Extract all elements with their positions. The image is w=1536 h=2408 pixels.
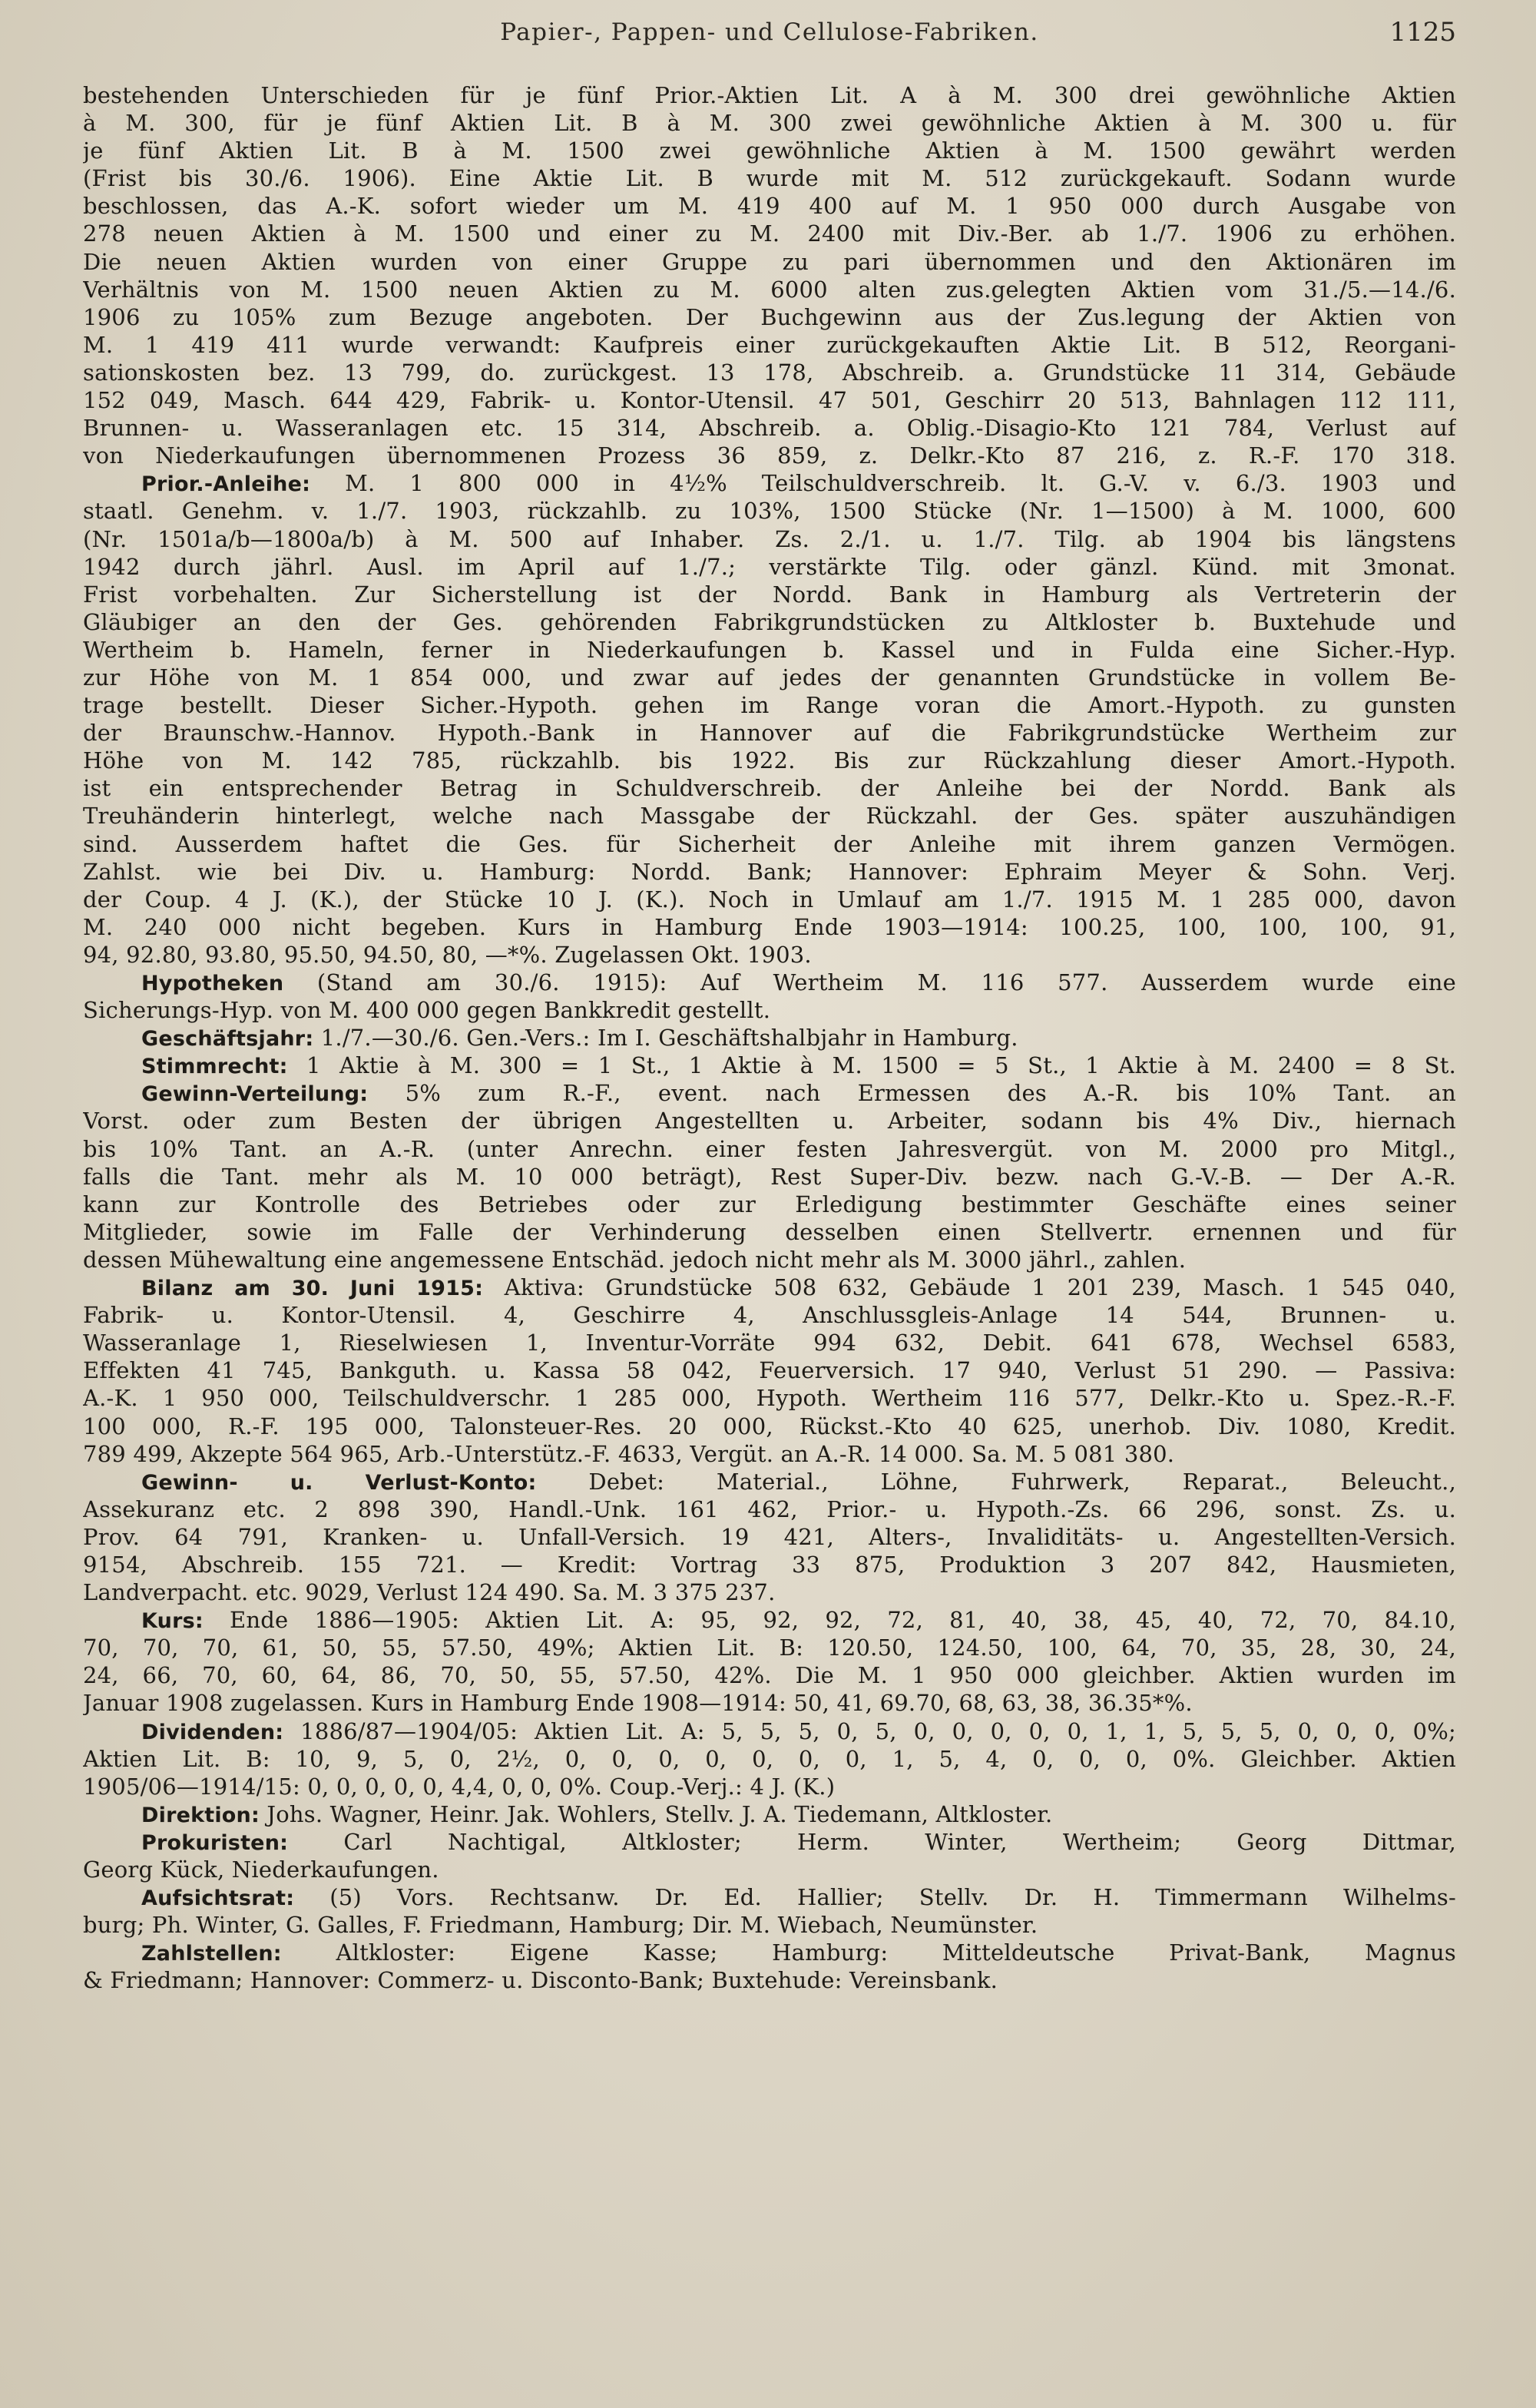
text-line — [83, 1468, 1456, 1495]
section-lead: Zahlstellen: — [141, 1942, 282, 1966]
line-text: je fünf Aktien Lit. B à M. 1500 zwei gewöhnliche Aktien à M. 1500 gewährt werden — [83, 137, 1456, 164]
line-text: 1905/06—1914/15: 0, 0, 0, 0, 0, 4,4, 0, 0, 0%. Coup.-Verj.: 4 J. (K.) — [83, 1773, 836, 1800]
text-line — [83, 414, 1456, 442]
text-line — [83, 109, 1456, 137]
section-lead: Gewinn- u. Verlust-Konto: — [141, 1470, 537, 1495]
line-text: bis 10% Tant. an A.-R. (unter Anrechn. einer festen Jahresvergüt. von M. 2000 pro Mitgl., — [83, 1135, 1456, 1162]
text-line — [83, 1135, 1456, 1163]
line-text: Die neuen Aktien wurden von einer Gruppe zu pari übernommen und den Aktionären im — [83, 248, 1456, 275]
text-line — [83, 276, 1456, 303]
line-text: 9154, Abschreib. 155 721. — Kredit: Vortrag 33 875, Produktion 3 207 842, Hausmieten, — [83, 1551, 1456, 1578]
text-line — [83, 497, 1456, 525]
line-text: staatl. Genehm. v. 1./7. 1903, rückzahlb. zu 103%, 1500 Stücke (Nr. 1—1500) à M. 1000, 600 — [83, 498, 1456, 525]
text-line — [83, 664, 1456, 691]
text-line — [83, 581, 1456, 608]
line-text: Zahlst. wie bei Div. u. Hamburg: Nordd. Bank; Hannover: Ephraim Meyer & Sohn. Verj. — [83, 858, 1456, 885]
text-line — [83, 1606, 1456, 1634]
line-text: (Nr. 1501a/b—1800a/b) à M. 500 auf Inhaber. Zs. 2./1. u. 1./7. Tilg. ab 1904 bis längstens — [83, 525, 1456, 552]
page-number: 1125 — [1389, 17, 1456, 48]
line-text: 1./7.—30./6. Gen.-Vers.: Im I. Geschäftshalbjahr in Hamburg. — [313, 1025, 1018, 1052]
text-line — [83, 1079, 1456, 1107]
line-text: ist ein entsprechender Betrag in Schuldverschreib. der Anleihe bei der Nordd. Bank als — [83, 775, 1456, 802]
line-text: & Friedmann; Hannover: Commerz- u. Disconto-Bank; Buxtehude: Vereinsbank. — [83, 1967, 998, 1994]
text-line — [83, 525, 1456, 553]
text-line — [83, 691, 1456, 719]
text-line — [83, 1773, 1456, 1800]
line-text: von Niederkaufungen übernommenen Prozess 36 859, z. Delkr.-Kto 87 216, z. R.-F. 170 318. — [83, 442, 1456, 469]
line-text: 1942 durch jährl. Ausl. im April auf 1./7.; verstärkte Tilg. oder gänzl. Künd. mit 3monat. — [83, 553, 1456, 580]
text-line — [83, 1800, 1456, 1828]
text-line — [83, 164, 1456, 192]
text-line — [83, 1191, 1456, 1218]
line-text: Georg Kück, Niederkaufungen. — [83, 1857, 439, 1883]
line-text: bestehenden Unterschieden für je fünf Prior.-Aktien Lit. A à M. 300 drei gewöhnliche Aktien — [83, 82, 1456, 108]
line-text: Assekuranz etc. 2 898 390, Handl.-Unk. 161 462, Prior.- u. Hypoth.-Zs. 66 296, sonst. Zs. u. — [83, 1495, 1456, 1522]
line-text: Aktien Lit. B: 10, 9, 5, 0, 2½, 0, 0, 0, 0, 0, 0, 0, 1, 5, 4, 0, 0, 0, 0%. Gleichber. Aktien — [83, 1745, 1456, 1772]
text-line — [83, 1246, 1456, 1274]
text-line — [83, 303, 1456, 331]
section-lead: Stimmrecht: — [141, 1055, 288, 1079]
text-line — [83, 1052, 1456, 1079]
line-text: Aktiva: Grundstücke 508 632, Gebäude 1 201 239, Masch. 1 545 040, — [483, 1274, 1456, 1301]
page-header — [83, 11, 1456, 65]
line-text: Verhältnis von M. 1500 neuen Aktien zu M. 6000 alten zus.gelegten Aktien vom 31./5.—14./6. — [83, 276, 1456, 303]
line-text: (Frist bis 30./6. 1906). Eine Aktie Lit. B wurde mit M. 512 zurückgekauft. Sodann wurde — [83, 165, 1456, 192]
text-line — [83, 386, 1456, 414]
line-text: 94, 92.80, 93.80, 95.50, 94.50, 80, —*%. Zugelassen Okt. 1903. — [83, 941, 812, 968]
line-text: Effekten 41 745, Bankguth. u. Kassa 58 042, Feuerversich. 17 940, Verlust 51 290. — Passiva: — [83, 1357, 1456, 1384]
section-lead: Prokuristen: — [141, 1830, 289, 1855]
section-lead: Direktion: — [141, 1803, 260, 1827]
text-line — [83, 1911, 1456, 1939]
text-line — [83, 1856, 1456, 1883]
text-line — [83, 941, 1456, 969]
line-text: burg; Ph. Winter, G. Galles, F. Friedmann, Hamburg; Dir. M. Wiebach, Neumünster. — [83, 1912, 1038, 1939]
text-line — [83, 1883, 1456, 1911]
line-text: Januar 1908 zugelassen. Kurs in Hamburg Ende 1908—1914: 50, 41, 69.70, 68, 63, 38, 36.35*%. — [83, 1690, 1193, 1717]
line-text: 1 Aktie à M. 300 = 1 St., 1 Aktie à M. 1500 = 5 St., 1 Aktie à M. 2400 = 8 St. — [287, 1052, 1456, 1079]
line-text: Vorst. oder zum Besten der übrigen Angestellten u. Arbeiter, sodann bis 4% Div., hiernach — [83, 1108, 1456, 1134]
text-line — [83, 1745, 1456, 1773]
text-line — [83, 1384, 1456, 1412]
text-line — [83, 331, 1456, 359]
text-line — [83, 1163, 1456, 1191]
document-page — [83, 11, 1456, 2392]
line-text: 1906 zu 105% zum Bezuge angeboten. Der Buchgewinn aus der Zus.legung der Aktien von — [83, 303, 1456, 330]
section-lead: Hypotheken — [141, 972, 284, 995]
line-text: M. 240 000 nicht begeben. Kurs in Hamburg Ende 1903—1914: 100.25, 100, 100, 100, 91, — [83, 913, 1456, 940]
text-line — [83, 81, 1456, 109]
line-text: falls die Tant. mehr als M. 10 000 beträgt), Rest Super-Div. bezw. nach G.-V.-B. — Der A.-R. — [83, 1163, 1456, 1190]
text-line — [83, 220, 1456, 247]
line-text: (5) Vors. Rechtsanw. Dr. Ed. Hallier; Stellv. Dr. H. Timmermann Wilhelms- — [294, 1884, 1456, 1911]
text-line — [83, 1551, 1456, 1578]
text-line — [83, 996, 1456, 1024]
line-text: Frist vorbehalten. Zur Sicherstellung ist der Nordd. Bank in Hamburg als Vertreterin der — [83, 581, 1456, 608]
line-text: sind. Ausserdem haftet die Ges. für Sicherheit der Anleihe mit ihrem ganzen Vermögen. — [83, 830, 1456, 857]
line-text: 24, 66, 70, 60, 64, 86, 70, 50, 55, 57.50, 42%. Die M. 1 950 000 gleichber. Aktien wurden im — [83, 1662, 1456, 1689]
text-line — [83, 1301, 1456, 1329]
line-text: Wertheim b. Hameln, ferner in Niederkaufungen b. Kassel und in Fulda eine Sicher.-Hyp. — [83, 636, 1456, 663]
text-line — [83, 886, 1456, 913]
line-text: Mitglieder, sowie im Falle der Verhinderung desselben einen Stellvertr. ernennen und für — [83, 1218, 1456, 1245]
line-text: kann zur Kontrolle des Betriebes oder zur Erledigung bestimmter Geschäfte eines seiner — [83, 1191, 1456, 1217]
line-text: trage bestellt. Dieser Sicher.-Hypoth. gehen im Range voran die Amort.-Hypoth. zu gunsten — [83, 692, 1456, 719]
text-line — [83, 137, 1456, 164]
text-line — [83, 1717, 1456, 1745]
text-line — [83, 608, 1456, 636]
text-line — [83, 1495, 1456, 1523]
text-line — [83, 774, 1456, 802]
line-text: A.-K. 1 950 000, Teilschuldverschr. 1 285 000, Hypoth. Wertheim 116 577, Delkr.-Kto u. Spez.-R.-F. — [83, 1385, 1456, 1412]
line-text: Höhe von M. 142 785, rückzahlb. bis 1922. Bis zur Rückzahlung dieser Amort.-Hypoth. — [83, 747, 1456, 774]
line-text: Sicherungs-Hyp. von M. 400 000 gegen Bankkredit gestellt. — [83, 997, 771, 1024]
line-text: 100 000, R.-F. 195 000, Talonsteuer-Res. 20 000, Rückst.-Kto 40 625, unerhob. Div. 1080, Kredit. — [83, 1413, 1456, 1439]
text-line — [83, 1218, 1456, 1246]
text-line — [83, 1689, 1456, 1717]
text-line — [83, 1578, 1456, 1606]
text-line — [83, 1828, 1456, 1856]
line-text: Fabrik- u. Kontor-Utensil. 4, Geschirre 4, Anschlussgleis-Anlage 14 544, Brunnen- u. — [83, 1302, 1456, 1329]
line-text: 1886/87—1904/05: Aktien Lit. A: 5, 5, 5, 0, 5, 0, 0, 0, 0, 0, 1, 1, 5, 5, 5, 0, 0, 0, 0%; — [283, 1717, 1456, 1744]
text-line — [83, 192, 1456, 220]
line-text: 789 499, Akzepte 564 965, Arb.-Unterstütz.-F. 4633, Vergüt. an A.-R. 14 000. Sa. M. 5 081 380. — [83, 1440, 1175, 1467]
text-line — [83, 248, 1456, 276]
line-text: Treuhänderin hinterlegt, welche nach Massgabe der Rückzahl. der Ges. später auszuhändigen — [83, 803, 1456, 830]
text-line — [83, 1274, 1456, 1301]
text-line — [83, 1523, 1456, 1551]
line-text: der Braunschw.-Hannov. Hypoth.-Bank in Hannover auf die Fabrikgrundstücke Wertheim zur — [83, 720, 1456, 747]
text-line — [83, 442, 1456, 469]
line-text: Johs. Wagner, Heinr. Jak. Wohlers, Stellv. J. A. Tiedemann, Altkloster. — [259, 1800, 1053, 1827]
text-line — [83, 1440, 1456, 1468]
line-text: 278 neuen Aktien à M. 1500 und einer zu M. 2400 mit Div.-Ber. ab 1./7. 1906 zu erhöhen. — [83, 220, 1456, 247]
text-line — [83, 469, 1456, 497]
section-lead: Geschäftsjahr: — [141, 1027, 314, 1052]
section-lead: Bilanz am 30. Juni 1915: — [141, 1277, 484, 1301]
line-text: Debet: Material., Löhne, Fuhrwerk, Reparat., Beleucht., — [536, 1468, 1456, 1495]
line-text: dessen Mühewaltung eine angemessene Entschäd. jedoch nicht mehr als M. 3000 jährl., zahlen. — [83, 1246, 1187, 1273]
line-text: Brunnen- u. Wasseranlagen etc. 15 314, Abschreib. a. Oblig.-Disagio-Kto 121 784, Verlust auf — [83, 415, 1456, 442]
line-text: Altkloster: Eigene Kasse; Hamburg: Mitteldeutsche Privat-Bank, Magnus — [281, 1939, 1456, 1966]
line-text: à M. 300, für je fünf Aktien Lit. B à M. 300 zwei gewöhnliche Aktien à M. 300 u. für — [83, 110, 1456, 137]
text-line — [83, 636, 1456, 664]
line-text: Gläubiger an den der Ges. gehörenden Fabrikgrundstücken zu Altkloster b. Buxtehude und — [83, 608, 1456, 635]
line-text: 5% zum R.-F., event. nach Ermessen des A.-R. bis 10% Tant. an — [368, 1080, 1456, 1107]
text-line — [83, 969, 1456, 996]
section-lead: Aufsichtsrat: — [141, 1886, 295, 1911]
text-line — [83, 359, 1456, 386]
text-line — [83, 802, 1456, 830]
section-lead: Prior.-Anleihe: — [141, 472, 311, 497]
line-text: Ende 1886—1905: Aktien Lit. A: 95, 92, 92, 72, 81, 40, 38, 45, 40, 72, 70, 84.10, — [203, 1607, 1456, 1634]
text-line — [83, 1634, 1456, 1661]
section-lead: Dividenden: — [141, 1720, 284, 1744]
line-text: Landverpacht. etc. 9029, Verlust 124 490. Sa. M. 3 375 237. — [83, 1579, 776, 1606]
text-line — [83, 1356, 1456, 1384]
text-line — [83, 1966, 1456, 1994]
body-text — [83, 81, 1456, 1994]
text-line — [83, 1413, 1456, 1440]
text-line — [83, 1939, 1456, 1966]
line-text: sationskosten bez. 13 799, do. zurückgest. 13 178, Abschreib. a. Grundstücke 11 314, Gebäude — [83, 359, 1456, 386]
text-line — [83, 1661, 1456, 1689]
line-text: 70, 70, 70, 61, 50, 55, 57.50, 49%; Aktien Lit. B: 120.50, 124.50, 100, 64, 70, 35, 28, 30, 24, — [83, 1635, 1456, 1661]
line-text: Carl Nachtigal, Altkloster; Herm. Winter, Wertheim; Georg Dittmar, — [288, 1828, 1456, 1855]
text-line — [83, 1024, 1456, 1052]
section-lead: Gewinn-Verteilung: — [141, 1082, 369, 1107]
line-text: M. 1 419 411 wurde verwandt: Kaufpreis einer zurückgekauften Aktie Lit. B 512, Reorgani- — [83, 331, 1456, 358]
line-text: Wasseranlage 1, Rieselwiesen 1, Inventur-Vorräte 994 632, Debit. 641 678, Wechsel 6583, — [83, 1330, 1456, 1356]
line-text: zur Höhe von M. 1 854 000, und zwar auf jedes der genannten Grundstücke in vollem Be- — [83, 664, 1456, 691]
running-title: Papier-, Pappen- und Cellulose-Fabriken. — [500, 18, 1039, 46]
line-text: beschlossen, das A.-K. sofort wieder um M. 419 400 auf M. 1 950 000 durch Ausgabe von — [83, 193, 1456, 220]
line-text: der Coup. 4 J. (K.), der Stücke 10 J. (K.). Noch in Umlauf am 1./7. 1915 M. 1 285 000, davon — [83, 886, 1456, 913]
text-line — [83, 913, 1456, 941]
text-line — [83, 1107, 1456, 1134]
line-text: 152 049, Masch. 644 429, Fabrik- u. Kontor-Utensil. 47 501, Geschirr 20 513, Bahnlagen 112 111, — [83, 387, 1456, 414]
text-line — [83, 858, 1456, 886]
line-text: M. 1 800 000 in 4½% Teilschuldverschreib. lt. G.-V. v. 6./3. 1903 und — [310, 470, 1456, 497]
line-text: Prov. 64 791, Kranken- u. Unfall-Versich. 19 421, Alters-, Invaliditäts- u. Angestellten-Versich. — [83, 1523, 1456, 1550]
text-line — [83, 719, 1456, 747]
text-line — [83, 830, 1456, 858]
text-line — [83, 1329, 1456, 1356]
line-text: (Stand am 30./6. 1915): Auf Wertheim M. 116 577. Ausserdem wurde eine — [283, 969, 1456, 995]
text-line — [83, 553, 1456, 581]
section-lead: Kurs: — [141, 1609, 204, 1634]
text-line — [83, 747, 1456, 774]
